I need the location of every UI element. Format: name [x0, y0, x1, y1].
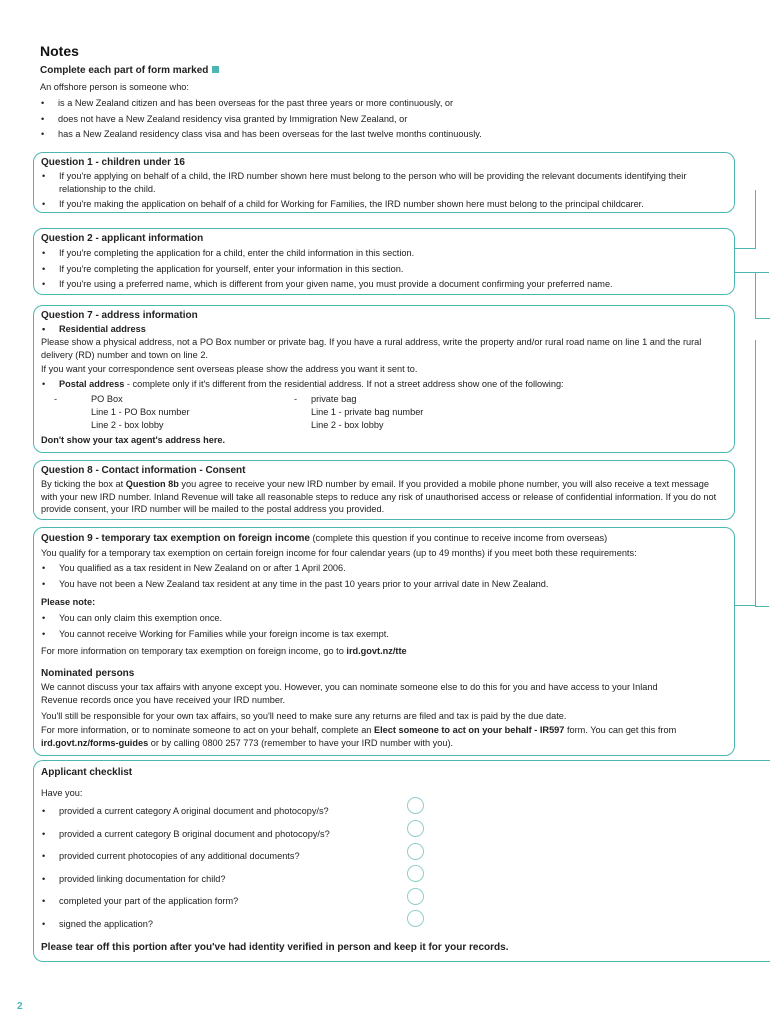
checklist-footer: Please tear off this portion after you've had identity verified in person and keep it for your records.: [41, 941, 509, 953]
dash: -: [294, 393, 298, 404]
marker-square-icon: [212, 66, 219, 73]
question-8-box: [33, 460, 735, 520]
notes-intro: An offshore person is someone who:: [40, 82, 189, 92]
question-8-text: By ticking the box at Question 8b you agree to receive your new IRD number by email. If you provided a mobile phone number, you will also receive a text message with your new IRD number. Inland Revenue will take all reasonable steps to reduce any risk of unauthorised access or release of confidential information. If you do not provide consent, your IRD number will be mailed to the postal address you provided.: [41, 479, 717, 515]
po-box-option: PO Box Line 1 - PO Box number Line 2 - box lobby: [91, 393, 190, 430]
connector-line: [755, 605, 769, 607]
residential-address-label: • Residential address: [41, 323, 726, 336]
checklist-item: • signed the application?: [41, 913, 762, 936]
question-9-box: [33, 527, 735, 756]
list-item: • If you're making the application on behalf of a child for Working for Families, the IRD number shown here must belong to the principal childcarer.: [41, 197, 726, 211]
list-item: • You qualified as a tax resident in New Zealand on or after 1 April 2006.: [41, 560, 726, 576]
nominated-persons-heading: Nominated persons: [41, 667, 135, 679]
agent-note: Don't show your tax agent's address here.: [41, 434, 226, 445]
question-2-heading: Question 2 - applicant information: [41, 233, 204, 244]
list-item: • has a New Zealand residency class visa and has been overseas for the last twelve months continuously.: [40, 127, 730, 143]
question-1-box: [33, 152, 735, 213]
question-1-heading: Question 1 - children under 16: [41, 157, 185, 168]
list-item: • is a New Zealand citizen and has been overseas for the past three years or more continuously, or: [40, 96, 730, 112]
checklist-item: • provided current photocopies of any additional documents?: [41, 845, 762, 868]
connector-line: [733, 190, 756, 249]
connector-line: [733, 340, 756, 606]
page-number: 2: [17, 1001, 23, 1012]
list-item: • You cannot receive Working for Families while your foreign income is tax exempt.: [41, 626, 726, 642]
tte-more-info: For more information on temporary tax exemption on foreign income, go to ird.govt.nz/tte: [41, 645, 407, 656]
notes-section: [40, 80, 730, 143]
forms-guides-link[interactable]: ird.govt.nz/forms-guides: [41, 738, 149, 749]
list-item: • If you're applying on behalf of a child, the IRD number shown here must belong to the person who will be providing the relevant documents identifying their relationship to the child.: [41, 170, 726, 195]
checklist-item: • completed your part of the application form?: [41, 890, 762, 913]
checkbox-circle[interactable]: [407, 865, 424, 882]
checklist-item: • provided a current category A original document and photocopy/s?: [41, 800, 762, 823]
question-7-heading: Question 7 - address information: [41, 310, 198, 321]
notes-subtitle: Complete each part of form marked: [40, 64, 219, 78]
list-item: • You can only claim this exemption once.: [41, 610, 726, 626]
checklist-item: • provided a current category B original document and photocopy/s?: [41, 823, 762, 846]
list-item: • You have not been a New Zealand tax resident at any time in the past 10 years prior to your arrival date in New Zealand.: [41, 576, 726, 592]
list-item: • If you're using a preferred name, which is different from your given name, you must provide a document confirming your preferred name.: [41, 277, 726, 293]
question-7-box: [33, 305, 735, 453]
page-title: Notes: [40, 43, 79, 59]
checkbox-circle[interactable]: [407, 797, 424, 814]
postal-address-item: • Postal address - complete only if it's different from the residential address. If not a street address show one of the following:: [41, 378, 726, 391]
checklist-heading: Applicant checklist: [41, 767, 133, 778]
connector-line: [755, 272, 770, 319]
checkbox-circle[interactable]: [407, 843, 424, 860]
question-9-intro: You qualify for a temporary tax exemption on certain foreign income for four calendar years (up to 49 months) if you meet both these requirements:: [41, 548, 637, 559]
checkbox-circle[interactable]: [407, 820, 424, 837]
question-8-heading: Question 8 - Contact information - Consent: [41, 465, 246, 476]
postal-options-table: [41, 393, 423, 432]
correspondence-text: If you want your correspondence sent overseas please show the address you want it sent to.: [41, 364, 418, 375]
dash: -: [54, 393, 58, 404]
please-note-label: Please note:: [41, 597, 96, 608]
list-item: • If you're completing the application for a child, enter the child information in this section.: [41, 246, 726, 262]
nominated-p3: For more information, or to nominate someone to act on your behalf, complete an Elect someone to act on your behalf - IR597 form. You can get this from ird.govt.nz/forms-guides or by calling 0800 257 773 (remember to have your IRD number with you).: [41, 725, 677, 749]
list-item: • does not have a New Zealand residency visa granted by Immigration New Zealand, or: [40, 112, 730, 128]
applicant-checklist-box: [33, 760, 770, 962]
checklist-intro: Have you:: [41, 788, 83, 798]
tte-link[interactable]: ird.govt.nz/tte: [346, 645, 407, 656]
residential-text: Please show a physical address, not a PO Box number or private bag. If you have a rural address, write the property and/or rural road name on line 1 and the rural delivery (RD) number and town on line 2.: [41, 336, 702, 360]
list-item: • If you're completing the application for yourself, enter your information in this section.: [41, 262, 726, 278]
checkbox-circle[interactable]: [407, 910, 424, 927]
question-2-box: [33, 228, 735, 295]
question-9-heading: Question 9 - temporary tax exemption on foreign income (complete this question if you continue to receive income from overseas): [41, 533, 608, 544]
private-bag-option: private bag Line 1 - private bag number Line 2 - box lobby: [311, 393, 424, 430]
nominated-p2: You'll still be responsible for your own tax affairs, so you'll need to make sure any returns are filed and tax is paid by the due date.: [41, 711, 567, 722]
checklist-item: • provided linking documentation for child?: [41, 868, 762, 891]
checkbox-circle[interactable]: [407, 888, 424, 905]
nominated-p1: We cannot discuss your tax affairs with anyone except you. However, you can nominate someone else to do this for you and have access to your Inland Revenue records once you have received your IRD number.: [41, 682, 658, 706]
